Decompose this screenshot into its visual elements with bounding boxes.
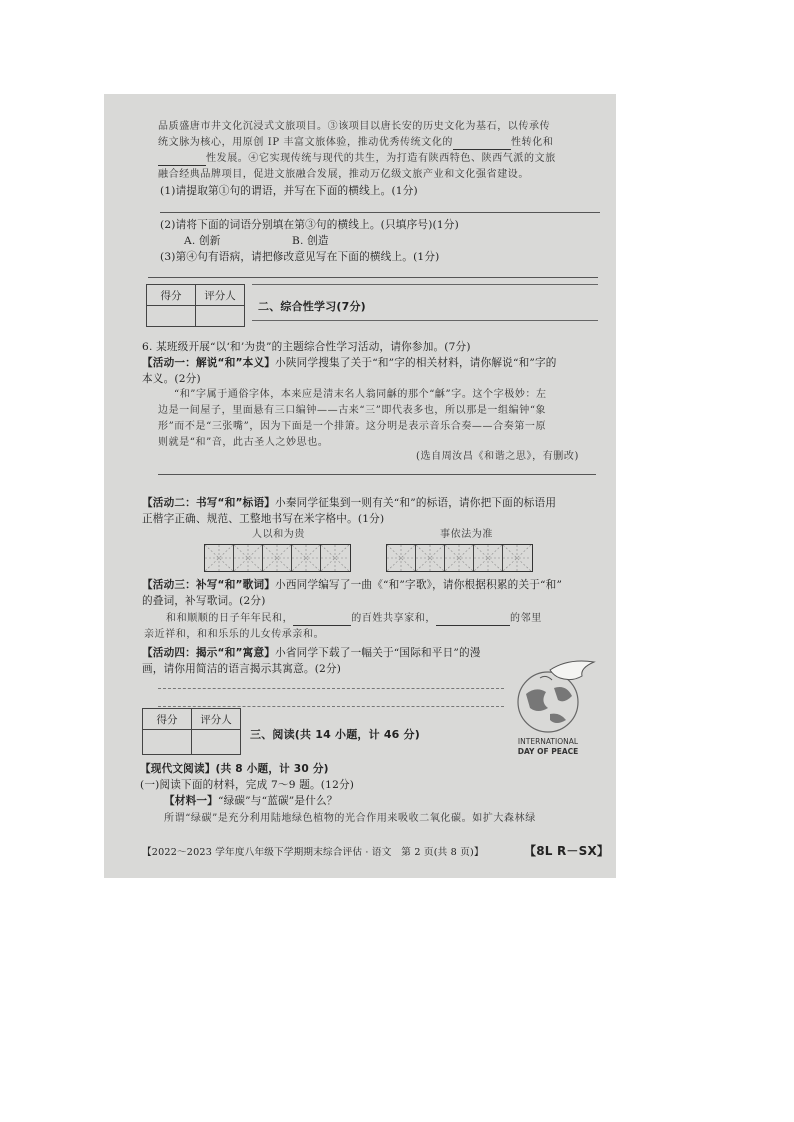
material-line: 边是一间屋子，里面悬有三口编钟——古来“三”即代表多也，所以那是一组编钟“象 <box>158 405 547 416</box>
grid-cell[interactable] <box>416 545 445 571</box>
question-6: 6. 某班级开展“以‘和’为贵”的主题综合性学习活动，请你参加。(7分) <box>142 341 471 353</box>
answer-line[interactable] <box>160 212 600 213</box>
score-label: 得分 <box>143 709 192 730</box>
answer-blank[interactable] <box>158 155 206 166</box>
footer-left: 【2022～2023 学年度八年级下学期期末综合评估 · 语文 第 2 页(共 8 页)】 <box>142 847 484 858</box>
material-1-heading: 【材料一】“绿碳”与“蓝碳”是什么？ <box>164 795 338 807</box>
question-1: (1)请提取第①句的谓语，并写在下面的横线上。(1分) <box>160 185 418 197</box>
activity-2-cont: 正楷字正确、规范、工整地书写在米字格中。(1分) <box>142 513 385 525</box>
material-1-text: 所谓“绿碳”是充分利用陆地绿色植物的光合作用来吸收二氧化碳。如扩大森林绿 <box>164 813 536 824</box>
answer-blank[interactable] <box>436 615 510 626</box>
globe-continents <box>526 687 572 723</box>
grid-cell[interactable] <box>387 545 416 571</box>
part-3-title: 三、阅读(共 14 小题，计 46 分) <box>250 728 420 741</box>
stamp-line-1: INTERNATIONAL <box>517 737 579 746</box>
grader-cell[interactable] <box>196 306 245 327</box>
score-box <box>142 708 241 755</box>
score-box <box>146 284 245 327</box>
activity-3: 【活动三：补写“和”歌词】小西同学编写了一曲《“和”字歌》，请你根据积累的关于“和” <box>142 579 563 591</box>
activity-2: 【活动二：书写“和”标语】小秦同学征集到一则有关“和”的标语，请你把下面的标语用 <box>142 497 557 509</box>
grid-cell[interactable] <box>205 545 234 571</box>
material-source: (选自周汝昌《和谐之思》，有删改) <box>416 451 580 462</box>
part-2-title: 二、综合性学习(7分) <box>258 300 366 313</box>
answer-line[interactable] <box>158 474 596 475</box>
stamp-line-2: DAY OF PEACE <box>517 747 579 756</box>
grid-cell[interactable] <box>445 545 474 571</box>
option-a: A. 创新 <box>184 235 221 247</box>
grader-label: 评分人 <box>192 709 241 730</box>
peace-day-stamp <box>510 656 598 760</box>
globe-outline <box>518 672 578 732</box>
material-line: 形”而不是“三张嘴”，因为下面是一个排箫。这分明是表示音乐合奏——合奏第一原 <box>158 421 547 432</box>
exam-page <box>104 94 616 878</box>
grid-cell[interactable] <box>321 545 350 571</box>
activity-3-cont: 的叠词，补写歌词。(2分) <box>142 595 266 607</box>
grid-cell[interactable] <box>234 545 263 571</box>
answer-line[interactable] <box>148 277 598 278</box>
passage-line: 性发展。④它实现传统与现代的共生，为打造有陕西特色、陕西气派的文旅 <box>158 152 556 166</box>
grid-cell[interactable] <box>263 545 292 571</box>
activity-4-cont: 画，请你用简洁的语言揭示其寓意。(2分) <box>142 663 342 675</box>
grader-label: 评分人 <box>196 285 245 306</box>
passage-line: 品质盛唐市井文化沉浸式文旅项目。③该项目以唐长安的历史文化为基石，以传承传 <box>158 121 551 132</box>
footer-code: 【8L R－SX】 <box>524 844 610 858</box>
material-line: “和”字属于通俗字体，本来应是清末名人翁同龢的那个“龢”字。这个字极妙：左 <box>174 389 547 400</box>
answer-blank[interactable] <box>293 615 351 626</box>
score-cell[interactable] <box>143 730 192 755</box>
activity-1-cont: 本义。(2分) <box>142 373 201 385</box>
material-line: 则就是“和”音，此古圣人之妙思也。 <box>158 437 329 448</box>
activity-4: 【活动四：揭示“和”寓意】小省同学下载了一幅关于“国际和平日”的漫 <box>142 647 481 659</box>
answer-line[interactable] <box>158 706 504 707</box>
lyric-line: 亲近祥和，和和乐乐的儿女传承亲和。 <box>144 629 325 640</box>
divider <box>252 284 598 285</box>
answer-line[interactable] <box>158 688 504 689</box>
grader-cell[interactable] <box>192 730 241 755</box>
olive-branch-icon <box>540 676 552 680</box>
writing-grid-2[interactable] <box>386 544 533 572</box>
answer-blank[interactable] <box>453 139 511 150</box>
option-b: B. 创造 <box>292 235 329 247</box>
slogan-1: 人以和为贵 <box>252 529 305 540</box>
modern-reading: 【现代文阅读】(共 8 小题，计 30 分) <box>140 763 329 775</box>
divider <box>252 320 598 321</box>
dove-icon <box>550 661 594 680</box>
question-3: (3)第④句有语病，请把修改意见写在下面的横线上。(1分) <box>160 251 440 263</box>
question-2: (2)请将下面的词语分别填在第③句的横线上。(只填序号)(1分) <box>160 219 459 231</box>
writing-grid-1[interactable] <box>204 544 351 572</box>
grid-cell[interactable] <box>474 545 503 571</box>
activity-1: 【活动一：解说“和”本义】小陕同学搜集了关于“和”字的相关材料，请你解说“和”字的 <box>142 357 557 369</box>
score-cell[interactable] <box>147 306 196 327</box>
lyric-line: 和和顺顺的日子年年民和， 的百姓共享家和， 的邻里 <box>166 613 542 624</box>
slogan-2: 事依法为准 <box>440 529 493 540</box>
passage-line: 统文脉为核心，用原创 IP 丰富文旅体验，推动优秀传统文化的 性转化和 <box>158 137 554 148</box>
reading-sub-1: (一)阅读下面的材料，完成 7～9 题。(12分) <box>140 779 355 791</box>
grid-cell[interactable] <box>292 545 321 571</box>
score-label: 得分 <box>147 285 196 306</box>
passage-line: 融合经典品牌项目，促进文旅融合发展，推动万亿级文旅产业和文化强省建设。 <box>158 169 529 180</box>
grid-cell[interactable] <box>503 545 532 571</box>
